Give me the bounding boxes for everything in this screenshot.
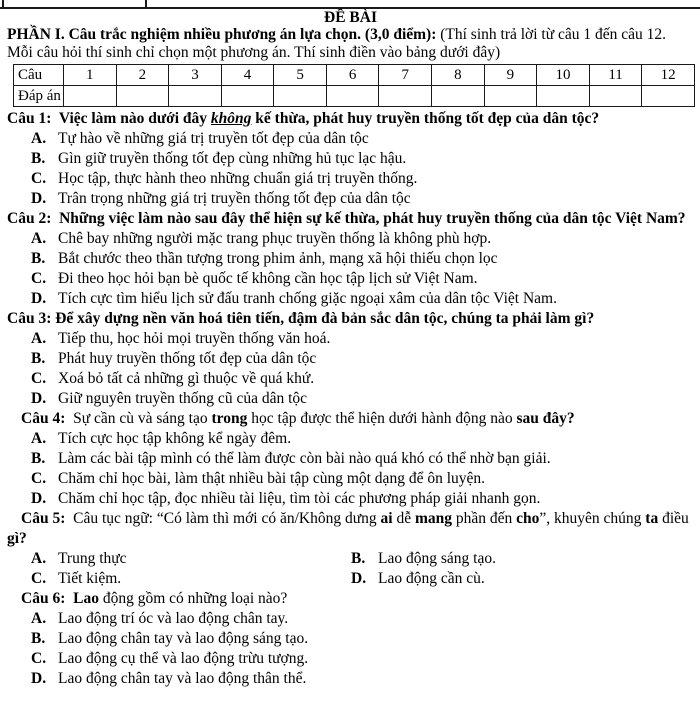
answer-table-header-cell: 6 <box>326 65 379 86</box>
option-letter: D. <box>31 190 47 207</box>
option-text: Chăm chỉ học bài, làm thật nhiều bài tập cùng một dạng để ôn luyện. <box>58 470 486 487</box>
option-letter: D. <box>31 670 47 687</box>
option-row <box>7 489 694 509</box>
answer-table-header-cell: 8 <box>432 65 485 86</box>
question-6 <box>7 589 694 689</box>
question-options <box>7 549 694 589</box>
option-letter: B. <box>31 450 46 467</box>
option-row <box>7 649 694 669</box>
option-row <box>7 469 694 489</box>
option-text: Tích cực học tập không kể ngày đêm. <box>58 430 292 447</box>
option-text: Gìn giữ truyền thống tốt đẹp cùng những hủ tục lạc hậu. <box>58 150 407 167</box>
option-text: Học tập, thực hành theo những chuẩn giá trị truyền thống. <box>58 170 418 187</box>
option-text: Bắt chước theo thần tượng trong phim ảnh, mạng xã hội thiếu chọn lọc <box>58 250 498 267</box>
option-row <box>7 609 694 629</box>
answer-cell <box>484 86 537 107</box>
option-letter: B. <box>31 150 46 167</box>
answer-table <box>13 64 695 107</box>
question-1 <box>7 109 694 209</box>
part1-intro-instructions: (Thí sinh trả lời từ câu 1 đến câu 12. Mỗi câu hỏi thí sinh chỉ chọn một phương án. Thí sinh điền vào bảng dưới đây) <box>7 26 667 61</box>
option-text: Tiếp thu, học hỏi mọi truyền thống văn hoá. <box>58 330 331 347</box>
table-border-stub <box>145 0 147 9</box>
option-letter: D. <box>31 490 47 507</box>
option-letter: A. <box>31 550 47 567</box>
option-row <box>7 229 694 249</box>
answer-table-header-cell: 11 <box>589 65 642 86</box>
option-text: Làm các bài tập mình có thể làm được còn bài nào quá khó có thể nhờ bạn giải. <box>58 450 551 467</box>
option-letter: C. <box>31 470 47 487</box>
answer-cell <box>432 86 485 107</box>
answer-cell <box>169 86 222 107</box>
question-title: Câu 2: Những việc làm nào sau đây thể hiện sự kế thừa, phát huy truyền thống của dân tộc Việt Nam? <box>7 210 686 227</box>
option-letter: D. <box>351 570 367 587</box>
answer-cell <box>221 86 274 107</box>
option-text: Đi theo học hỏi bạn bè quốc tế không cần học tập lịch sử Việt Nam. <box>58 270 478 287</box>
answer-cell <box>116 86 169 107</box>
answer-table-header-cell: 4 <box>221 65 274 86</box>
option-letter: D. <box>31 290 47 307</box>
option-letter: A. <box>31 330 47 347</box>
answer-table-header-cell: 7 <box>379 65 432 86</box>
answer-table-header-cell: 3 <box>169 65 222 86</box>
answer-table-header-cell: 10 <box>537 65 590 86</box>
question-options <box>7 429 694 509</box>
part1-intro <box>7 26 694 62</box>
answer-table-answer-row <box>14 86 695 107</box>
option-row <box>7 389 694 409</box>
option-row <box>7 349 694 369</box>
option-letter: C. <box>31 570 47 587</box>
option-letter: C. <box>31 170 47 187</box>
option-text: Lao động cụ thể và lao động trừu tượng. <box>58 650 309 667</box>
question-4 <box>7 409 694 509</box>
option-letter: A. <box>31 610 47 627</box>
cropped-table-remnant <box>0 0 700 9</box>
question-title: Câu 4: Sự cần cù và sáng tạo trong học tập được thể hiện dưới hành động nào sau đây? <box>21 410 575 427</box>
question-3 <box>7 309 694 409</box>
option-row <box>7 269 694 289</box>
option-text: Lao động sáng tạo. <box>378 550 496 567</box>
option-text: Lao động chân tay và lao động sáng tạo. <box>58 630 309 647</box>
table-border-stub <box>2 0 4 9</box>
option-text: Trân trọng những giá trị truyền thống tốt đẹp của dân tộc <box>58 190 411 207</box>
option-row <box>7 549 327 569</box>
answer-table-header-cell: 1 <box>64 65 117 86</box>
page-title: ĐỀ BÀI <box>324 9 377 26</box>
answer-table-header-cell: 5 <box>274 65 327 86</box>
question-2 <box>7 209 694 309</box>
answer-cell <box>326 86 379 107</box>
option-text: Chê bay những người mặc trang phục truyền thống là không phù hợp. <box>58 230 492 247</box>
option-text: Lao động cần cù. <box>378 570 485 587</box>
answer-row-label: Đáp án <box>14 86 64 107</box>
option-row <box>7 169 694 189</box>
answer-table-header-cell: 12 <box>642 65 695 86</box>
option-row <box>7 149 694 169</box>
option-text: Chăm chỉ học tập, đọc nhiều tài liệu, tìm tòi các phương pháp giải nhanh gọn. <box>58 490 541 507</box>
option-row <box>7 289 694 309</box>
option-row <box>7 129 694 149</box>
option-row <box>7 249 694 269</box>
question-options <box>7 129 694 209</box>
option-text: Phát huy truyền thống tốt đẹp của dân tộc <box>58 350 317 367</box>
option-text: Lao động chân tay và lao động thân thể. <box>58 670 307 687</box>
answer-table-header-cell: 9 <box>484 65 537 86</box>
option-text: Trung thực <box>58 550 127 567</box>
option-row <box>7 569 327 589</box>
option-row <box>7 329 694 349</box>
option-row <box>327 549 694 569</box>
question-options <box>7 229 694 309</box>
question-options <box>7 329 694 409</box>
question-title: Câu 1: Việc làm nào dưới đây không kế thừa, phát huy truyền thống tốt đẹp của dân tộc? <box>7 110 600 127</box>
answer-table-header-cell: Câu <box>14 65 64 86</box>
answer-table-header-row <box>14 65 695 86</box>
option-row <box>7 189 694 209</box>
answer-cell <box>589 86 642 107</box>
option-text: Xoá bỏ tất cả những gì thuộc về quá khứ. <box>58 370 315 387</box>
option-text: Giữ nguyên truyền thống cũ của dân tộc <box>58 390 308 407</box>
answer-cell <box>64 86 117 107</box>
question-title: Câu 3: Để xây dựng nền văn hoá tiên tiến, đậm đà bản sắc dân tộc, chúng ta phải làm gì? <box>7 310 595 327</box>
option-letter: C. <box>31 370 47 387</box>
option-letter: A. <box>31 430 47 447</box>
answer-table-header-cell: 2 <box>116 65 169 86</box>
option-letter: B. <box>31 250 46 267</box>
option-row <box>7 369 694 389</box>
option-letter: B. <box>31 350 46 367</box>
option-letter: C. <box>31 270 47 287</box>
option-row <box>7 669 694 689</box>
part1-intro-heading: PHẦN I. Câu trắc nghiệm nhiều phương án lựa chọn. (3,0 điểm): <box>7 26 437 43</box>
answer-cell <box>537 86 590 107</box>
question-title: Câu 5: Câu tục ngữ: “Có làm thì mới có ăn/Không dưng ai dễ mang phần đến cho”, khuyên chúng ta điều gì? <box>7 510 693 547</box>
option-row <box>7 429 694 449</box>
option-text: Tích cực tìm hiểu lịch sử đấu tranh chống giặc ngoại xâm của dân tộc Việt Nam. <box>58 290 557 307</box>
option-letter: B. <box>31 630 46 647</box>
answer-cell <box>379 86 432 107</box>
question-title: Câu 6: Lao động gồm có những loại nào? <box>21 590 288 607</box>
option-row <box>327 569 694 589</box>
option-letter: C. <box>31 650 47 667</box>
question-5 <box>7 509 694 589</box>
option-letter: A. <box>31 130 47 147</box>
answer-cell <box>642 86 695 107</box>
option-text: Tiết kiệm. <box>58 570 122 587</box>
question-options <box>7 609 694 689</box>
option-letter: D. <box>31 390 47 407</box>
option-letter: A. <box>31 230 47 247</box>
option-row <box>7 449 694 469</box>
option-text: Tự hào về những giá trị truyền tốt đẹp của dân tộc <box>58 130 369 147</box>
option-letter: B. <box>351 550 366 567</box>
answer-cell <box>274 86 327 107</box>
option-row <box>7 629 694 649</box>
option-text: Lao động trí óc và lao động chân tay. <box>58 610 289 627</box>
